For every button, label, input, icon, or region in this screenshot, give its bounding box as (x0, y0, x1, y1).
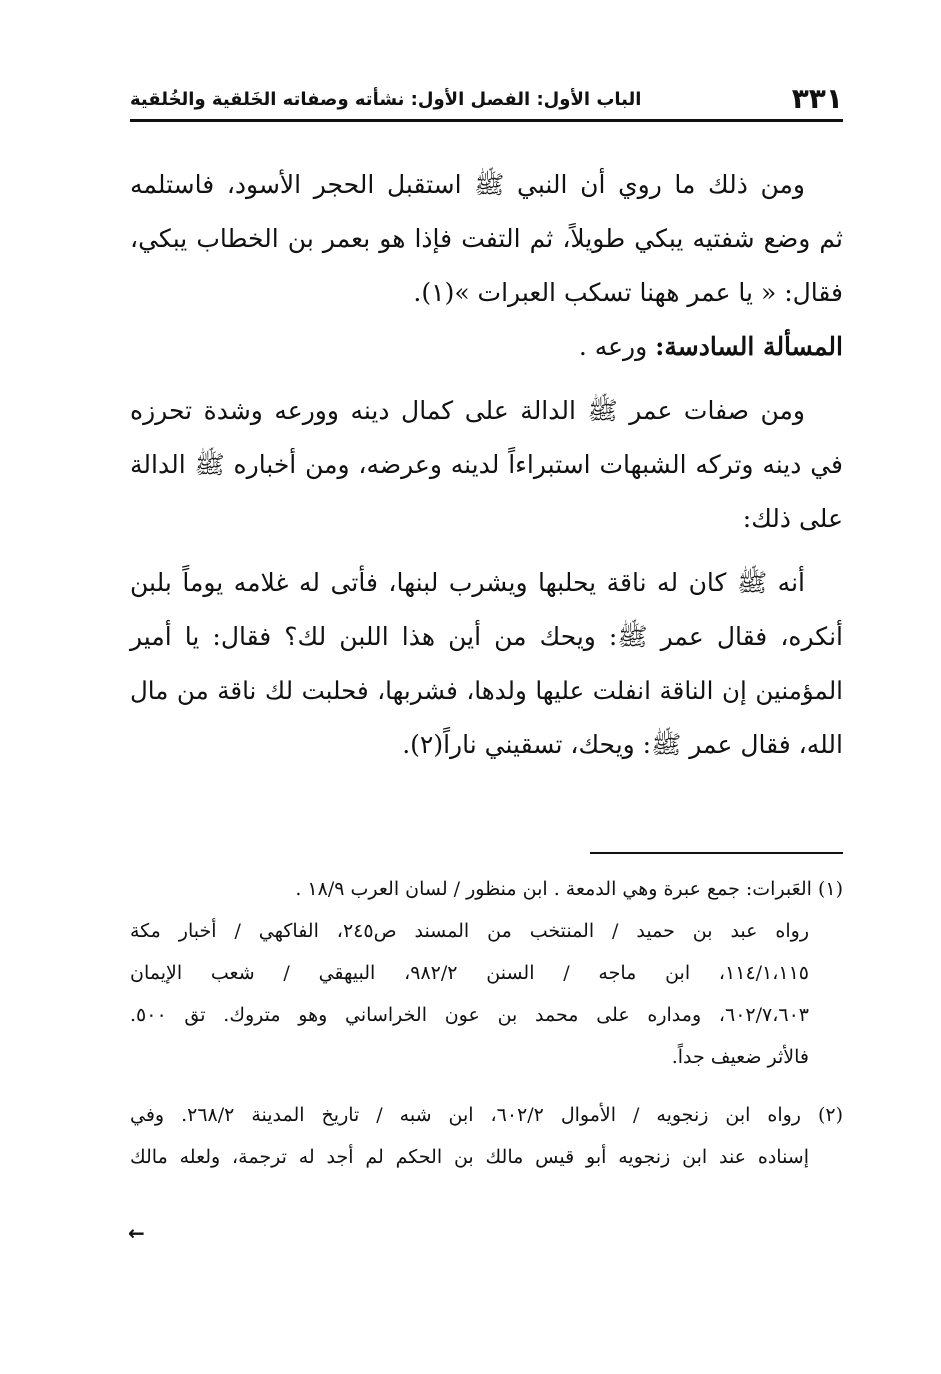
footnote-1-line: ٦٠٢/٧،٦٠٣، ومداره على محمد بن عون الخراساني وهو متروك. تق ٥٠٠. (130, 1004, 809, 1026)
body-line: في دينه وتركه الشبهات استبراءاً لدينه وعرضه، ومن أخباره ﷺ الدالة (130, 450, 843, 479)
footnote-1-line: (١) العَبرات: جمع عبرة وهي الدمعة . ابن منظور / لسان العرب ١٨/٩ . (295, 878, 843, 900)
header-rule (130, 119, 843, 122)
footnotes (130, 868, 843, 1178)
body-line: ثم وضع شفتيه يبكي طويلاً، ثم التفت فإذا هو بعمر بن الخطاب يبكي، (130, 224, 843, 253)
footnote-separator (590, 852, 843, 854)
footnote-2-line: إسناده عند ابن زنجويه أبو قيس مالك بن الحكم لم أجد له ترجمة، ولعله مالك (130, 1146, 809, 1168)
footnote-1-line: ١١٤/١،١١٥، ابن ماجه / السنن ٩٨٢/٢، البيهقي / شعب الإيمان (130, 962, 810, 984)
body-line: فقال: « يا عمر ههنا تسكب العبرات »(١). (413, 278, 843, 307)
body-line: أنكره، فقال عمر ﷺ: ويحك من أين هذا اللبن لك؟ فقال: يا أمير (130, 622, 843, 651)
section-heading-text: ورعه . (578, 332, 656, 361)
footnote-1-line: رواه عبد بن حميد / المنتخب من المسند ص٢٤٥، الفاكهي / أخبار مكة (130, 920, 809, 942)
footnote-2-line: (٢) رواه ابن زنجويه / الأموال ٦٠٢/٢، ابن شبه / تاريخ المدينة ٢٦٨/٢. وفي (130, 1104, 843, 1126)
page-header (130, 84, 843, 118)
footnote-1-line: فالأثر ضعيف جداً. (671, 1046, 809, 1068)
main-text (130, 158, 843, 772)
body-line: الله، فقال عمر ﷺ: ويحك، تسقيني ناراً(٢). (402, 730, 843, 759)
body-line: ومن صفات عمر ﷺ الدالة على كمال دينه وورعه وشدة تحرزه (130, 396, 805, 425)
body-line: أنه ﷺ كان له ناقة يحلبها ويشرب لبنها، فأتى له غلامه يوماً بلبن (130, 568, 805, 597)
running-title: الباب الأول: الفصل الأول: نشأته وصفاته الخَلقية والخُلقية (130, 89, 642, 110)
continue-arrow-icon: ← (128, 1221, 145, 1245)
body-line: ومن ذلك ما روي أن النبي ﷺ استقبل الحجر الأسود، فاستلمه (130, 170, 805, 199)
page-number: ٣٣١ (791, 82, 843, 115)
body-line: المؤمنين إن الناقة انفلت عليها ولدها، فشربها، فحلبت لك ناقة من مال (130, 676, 843, 705)
section-heading-label: المسألة السادسة: (655, 332, 843, 361)
section-heading (130, 320, 843, 374)
body-line: على ذلك: (742, 504, 843, 533)
